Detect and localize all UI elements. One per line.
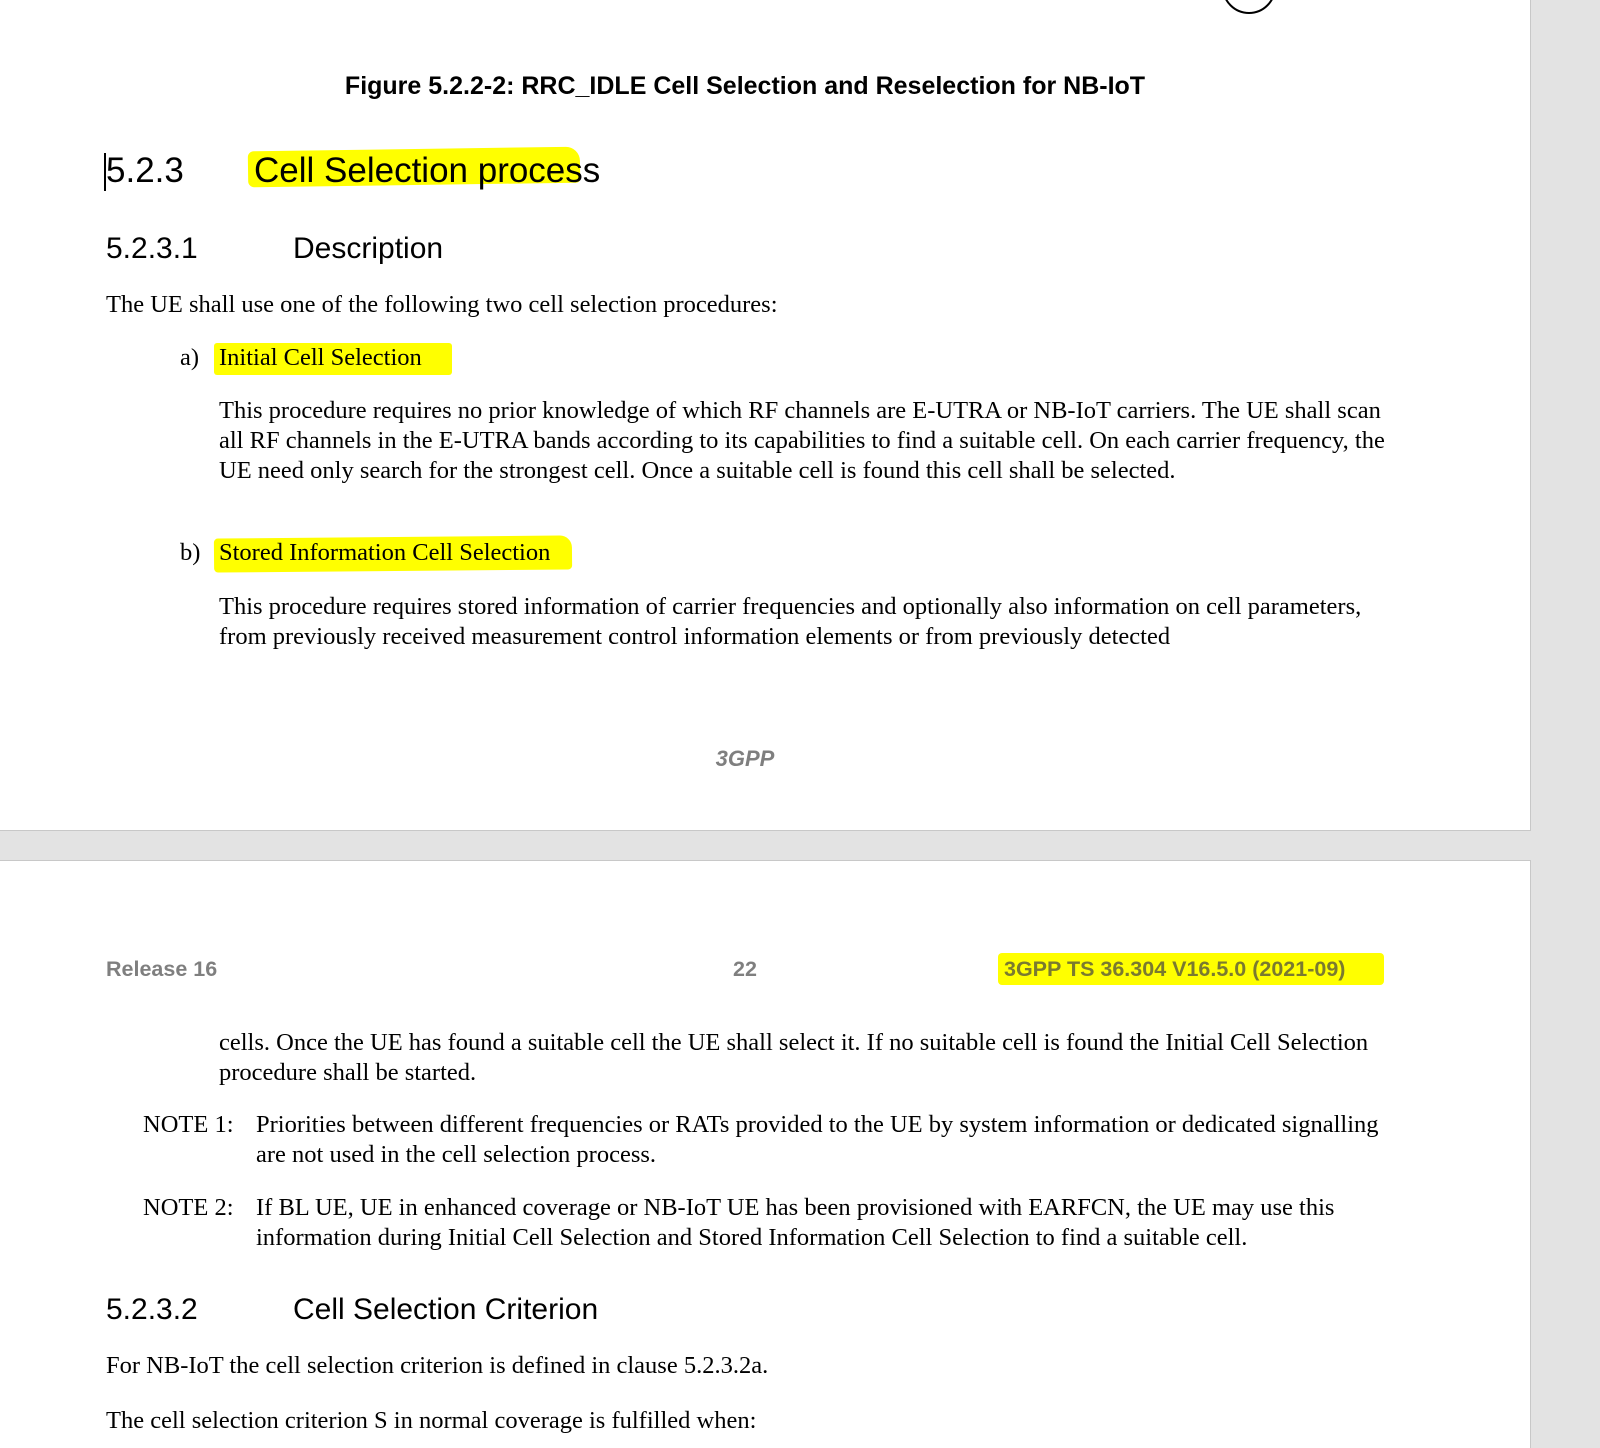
note-text: If BL UE, UE in enhanced coverage or NB-IoT UE has been provisioned with EARFCN, the UE may use this information during Initial Cell Selection and Stored Information Cell Selection to find a suitable cell. — [256, 1194, 1335, 1251]
paragraph: For NB-IoT the cell selection criterion is defined in clause 5.2.3.2a. — [106, 1352, 769, 1379]
note-label: NOTE 2: — [143, 1194, 234, 1221]
document-page-2 — [0, 860, 1531, 1448]
subsection-title: Cell Selection Criterion — [293, 1293, 599, 1326]
continuation-paragraph: cells. Once the UE has found a suitable cell the UE shall select it. If no suitable cell is found the Initial Cell Selection procedure shall be started. — [219, 1029, 1369, 1086]
list-item-description: This procedure requires stored information of carrier frequencies and optionally also information on cell parameters, from previously received measurement control information elements or from previously detected — [219, 593, 1362, 650]
header-release: Release 16 — [106, 957, 218, 981]
paragraph: The cell selection criterion S in normal coverage is fulfilled when: — [106, 1407, 757, 1434]
note-text: Priorities between different frequencies or RATs provided to the UE by system information or dedicated signalling are not used in the cell selection process. — [256, 1111, 1379, 1168]
subsection-title: Description — [293, 232, 444, 265]
list-item-title: Initial Cell Selection — [219, 344, 422, 371]
section-title: Cell Selection process — [254, 151, 601, 190]
list-item-label: a) — [180, 344, 200, 371]
list-item-title: Stored Information Cell Selection — [219, 539, 551, 566]
note-label: NOTE 1: — [143, 1111, 234, 1138]
page-footer: 3GPP — [715, 746, 775, 771]
figure-caption: Figure 5.2.2-2: RRC_IDLE Cell Selection and Reselection for NB-IoT — [344, 72, 1146, 100]
section-number: 5.2.3 — [106, 151, 184, 190]
header-spec: 3GPP TS 36.304 V16.5.0 (2021-09) — [1004, 957, 1346, 981]
header-page-number: 22 — [733, 957, 757, 981]
intro-paragraph: The UE shall use one of the following two cell selection procedures: — [106, 291, 778, 318]
list-item-label: b) — [180, 539, 201, 566]
subsection-number: 5.2.3.2 — [106, 1293, 198, 1326]
diagram-circle-shape — [1222, 0, 1276, 14]
subsection-number: 5.2.3.1 — [106, 232, 198, 265]
list-item-description: This procedure requires no prior knowledge of which RF channels are E-UTRA or NB-IoT carriers. The UE shall scan all RF channels in the E-UTRA bands according to its capabilities to find a suitable cell. On each carrier frequency, the UE need only search for the strongest cell. Once a suitable cell is found this cell shall be selected. — [219, 397, 1385, 484]
